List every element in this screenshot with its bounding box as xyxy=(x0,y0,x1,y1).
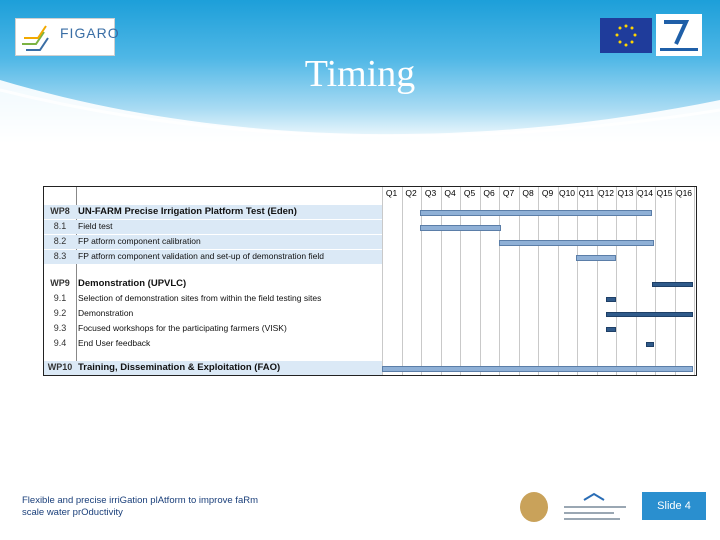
row-number: 8.1 xyxy=(53,221,67,231)
quarter-label: Q5 xyxy=(463,188,476,198)
row-label: Focused workshops for the participating farmers (VISK) xyxy=(78,323,287,333)
grid-line xyxy=(655,187,656,375)
footer-text xyxy=(22,495,258,519)
row-number: WP9 xyxy=(50,278,70,288)
quarter-label: Q2 xyxy=(405,188,417,198)
row-label: End User feedback xyxy=(78,338,151,348)
task-row xyxy=(44,220,382,234)
task-row xyxy=(44,292,382,306)
row-label: Field test xyxy=(78,221,113,231)
quarter-label: Q1 xyxy=(385,188,398,198)
row-number: 8.2 xyxy=(53,236,67,246)
figaro-logo-icon xyxy=(18,20,58,54)
work-package-row xyxy=(44,361,382,375)
quarter-label: Q6 xyxy=(483,188,495,198)
gantt-header xyxy=(44,187,696,202)
footer-line-2: scale water prOductivity xyxy=(22,507,123,518)
quarter-label: Q16 xyxy=(675,188,693,198)
row-number: WP10 xyxy=(47,362,73,372)
row-number: 9.3 xyxy=(53,323,67,333)
gantt-bar xyxy=(382,366,693,372)
gantt-bar xyxy=(499,240,654,246)
gantt-bar xyxy=(606,327,616,332)
quarter-label: Q14 xyxy=(636,188,654,198)
grid-line xyxy=(694,187,695,375)
quarter-label: Q3 xyxy=(424,188,437,198)
gantt-chart xyxy=(43,186,697,376)
grid-line xyxy=(675,187,676,375)
slide-number: Slide 4 xyxy=(642,492,706,520)
row-label: Selection of demonstration sites from within the field testing sites xyxy=(78,293,322,303)
institute-logo-icon xyxy=(560,492,630,524)
gantt-bar xyxy=(576,255,616,261)
grid-line xyxy=(382,187,383,375)
gantt-bar xyxy=(652,282,693,287)
quarter-label: Q15 xyxy=(656,188,673,198)
footer-line-1: Flexible and precise irriGation plAtform to improve faRm xyxy=(22,495,259,506)
row-label: UN-FARM Precise Irrigation Platform Test (Eden) xyxy=(78,206,297,217)
task-row xyxy=(44,322,382,336)
logo-text: FIGARO xyxy=(60,25,120,41)
quarter-label: Q8 xyxy=(522,188,534,198)
quarter-label: Q9 xyxy=(541,188,554,198)
slide-title: Timing xyxy=(304,53,416,95)
row-label: Training, Dissemination & Exploitation (FAO) xyxy=(78,362,281,373)
row-number: 8.3 xyxy=(53,251,67,261)
gantt-bar xyxy=(606,297,616,302)
row-label: FP atform component validation and set-up of demonstration field xyxy=(78,251,325,261)
row-number: 9.2 xyxy=(53,308,67,318)
institute-logo xyxy=(560,492,630,524)
university-seal-logo xyxy=(520,492,548,522)
task-row xyxy=(44,337,382,351)
fp7-logo xyxy=(656,14,702,56)
quarter-label: Q11 xyxy=(578,188,595,198)
task-row xyxy=(44,250,382,264)
gantt-bar xyxy=(420,225,501,231)
task-row xyxy=(44,307,382,321)
quarter-label: Q7 xyxy=(502,188,515,198)
quarter-label: Q13 xyxy=(617,188,634,198)
row-number: 9.1 xyxy=(53,293,67,303)
work-package-row xyxy=(44,205,382,219)
gantt-bar xyxy=(646,342,654,347)
row-label: Demonstration xyxy=(78,308,134,318)
row-label: FP atform component calibration xyxy=(78,236,201,246)
quarter-label: Q12 xyxy=(597,188,615,198)
gantt-bar xyxy=(606,312,693,317)
row-number: WP8 xyxy=(50,206,70,216)
task-row xyxy=(44,235,382,249)
eu-flag-logo xyxy=(600,18,652,53)
figaro-logo xyxy=(15,18,120,56)
fp7-icon xyxy=(656,14,702,56)
row-label: Demonstration (UPVLC) xyxy=(78,278,187,289)
row-number: 9.4 xyxy=(53,338,67,348)
eu-stars-icon xyxy=(600,18,652,53)
quarter-label: Q10 xyxy=(558,188,576,198)
grid-line xyxy=(402,187,403,375)
gantt-bar xyxy=(420,210,652,216)
quarter-label: Q4 xyxy=(444,188,456,198)
work-package-row xyxy=(44,277,382,291)
